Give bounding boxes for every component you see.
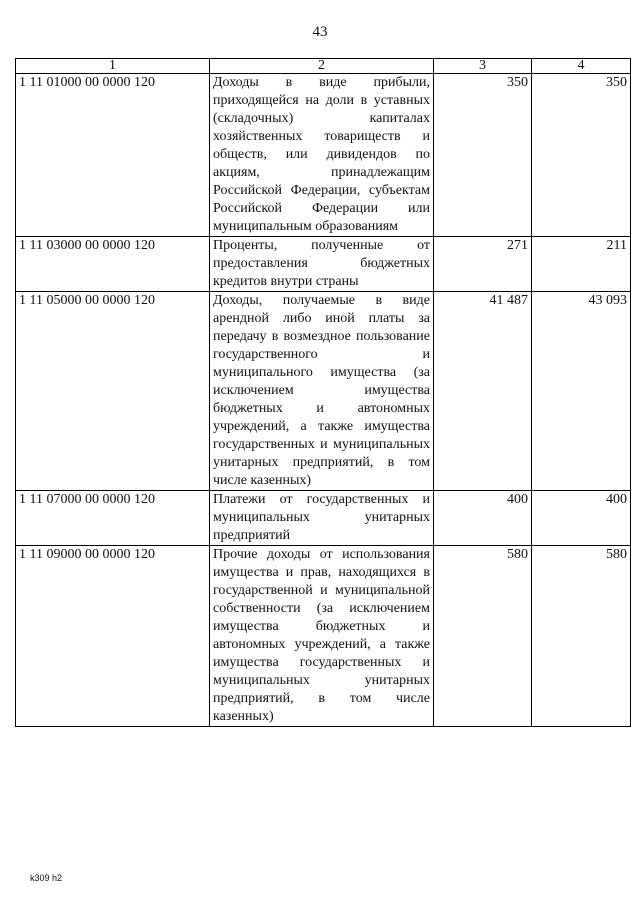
amount-col3: 400	[434, 491, 532, 546]
table-row	[16, 237, 631, 292]
table-row	[16, 491, 631, 546]
amount-col4: 400	[532, 491, 631, 546]
revenue-table	[15, 58, 631, 727]
column-header-1: 1	[16, 59, 210, 74]
amount-col4: 211	[532, 237, 631, 292]
amount-col3: 350	[434, 74, 532, 237]
revenue-description: Доходы, получаемые в виде арендной либо иной платы за передачу в возмездное пользование государственного и муниципального имущества (за исключением имущества бюджетных и автономных учреждений, а также имущества государственных и муниципальных унитарных предприятий, в том числе казенных)	[210, 292, 434, 491]
amount-col3: 271	[434, 237, 532, 292]
amount-col3: 580	[434, 546, 532, 727]
budget-code: 1 11 05000 00 0000 120	[16, 292, 210, 491]
table-row	[16, 74, 631, 237]
column-header-4: 4	[532, 59, 631, 74]
column-header-3: 3	[434, 59, 532, 74]
table-header-row	[16, 59, 631, 74]
document-footer-code: k309 h2	[30, 873, 63, 883]
budget-code: 1 11 03000 00 0000 120	[16, 237, 210, 292]
budget-code: 1 11 09000 00 0000 120	[16, 546, 210, 727]
revenue-description: Прочие доходы от использования имущества и прав, находящихся в государственной и муниципальной собственности (за исключением имущества бюджетных и автономных учреждений, а также имущества государственных и муниципальных унитарных предприятий, в том числе казенных)	[210, 546, 434, 727]
budget-code: 1 11 01000 00 0000 120	[16, 74, 210, 237]
table-row	[16, 546, 631, 727]
revenue-description: Проценты, полученные от предоставления бюджетных кредитов внутри страны	[210, 237, 434, 292]
amount-col4: 43 093	[532, 292, 631, 491]
amount-col4: 350	[532, 74, 631, 237]
amount-col3: 41 487	[434, 292, 532, 491]
revenue-description: Платежи от государственных и муниципальных унитарных предприятий	[210, 491, 434, 546]
table-row	[16, 292, 631, 491]
page-number: 43	[312, 24, 328, 40]
revenue-description: Доходы в виде прибыли, приходящейся на доли в уставных (складочных) капиталах хозяйственных товариществ и обществ, или дивидендов по акциям, принадлежащим Российской Федерации, субъектам Российской Федерации или муниципальным образованиям	[210, 74, 434, 237]
budget-code: 1 11 07000 00 0000 120	[16, 491, 210, 546]
amount-col4: 580	[532, 546, 631, 727]
column-header-2: 2	[210, 59, 434, 74]
